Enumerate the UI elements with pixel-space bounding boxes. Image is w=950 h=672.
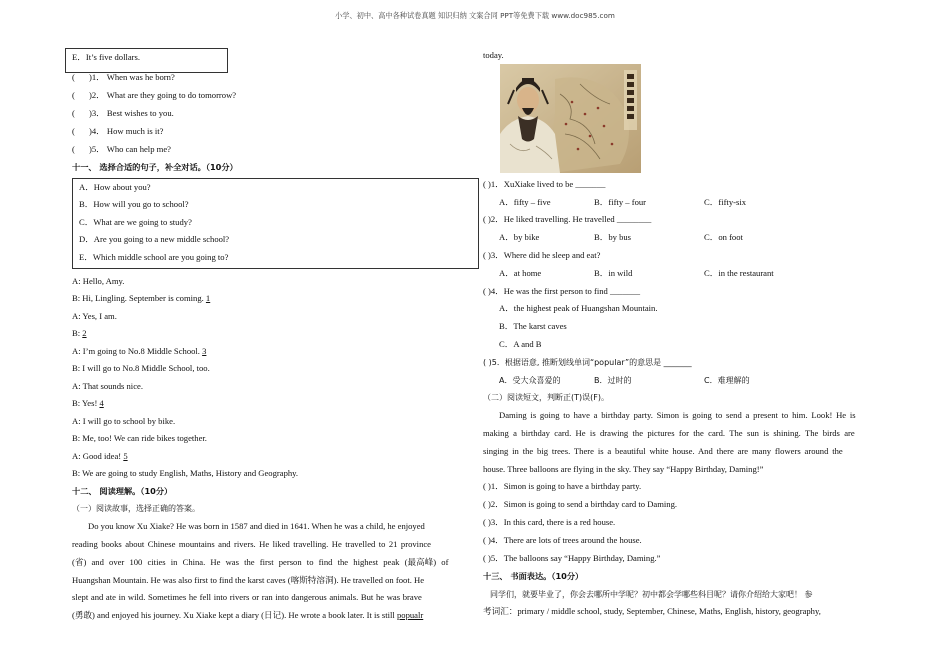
q2-option-a[interactable]: A．by bike [499,232,540,242]
passage-line: Huangshan Mountain. He was also first to find the karst caves (喀斯特溶洞). He travelled on foot. He [72,575,425,585]
question-2-options [499,232,743,243]
dialogue-line: A: I’m going to No.8 Middle School. 3 [72,346,207,356]
blank-5[interactable]: 5 [123,451,128,461]
question-5-stem: ( )5．根据语意, 推断划线单词“popular”的意思是 _______ [483,358,692,367]
q5-option-b[interactable]: B．过时的 [594,376,632,385]
blank-4[interactable]: 4 [99,398,104,408]
section-11-title: 十一、 选择合适的句子，补全对话。（10分） [72,162,238,172]
option-c: C．What are we going to study? [79,217,192,227]
dialogue-line: B: 2 [72,328,87,338]
passage2-line: singing in the big trees. There is a beautiful white house. And there are many flowers around the [483,446,843,456]
q2-option-c[interactable]: C．on foot [704,232,743,242]
q4-option-b[interactable]: B．The karst caves [499,321,567,331]
passage2-line: Daming is going to have a birthday party. Simon is going to send a present to him. Look! He is [499,410,856,420]
dialogue-line: A: I will go to school by bike. [72,416,176,426]
subsection-1-title: （一）阅读故事，选择正确的答案。 [72,504,200,513]
xu-xiake-portrait-image [500,64,641,173]
dialogue-line: B: Me, too! We can ride bikes together. [72,433,207,443]
blank-1[interactable]: 1 [205,293,211,303]
passage-line: (勇敢) and enjoyed his journey. Xu Xiake kept a diary (日记). He wrote a book later. It is still popualr [72,610,424,620]
subsection-2-title: （二）阅读短文，判断正(T)误(F)。 [483,393,609,402]
q4-option-c[interactable]: C．A and B [499,339,542,349]
today-text: today. [483,50,504,60]
option-d: D．Are you going to a new middle school? [79,234,230,244]
dialogue-line: B: We are going to study English, Maths, History and Geography. [72,468,299,478]
match-item: ( )5． Who can help me? [72,144,171,154]
match-item: ( )4． How much is it? [72,126,164,136]
portrait-illustration [500,64,641,173]
tf-item: ( )1．Simon is going to have a birthday party. [483,481,642,491]
q3-option-b[interactable]: B．in wild [594,268,633,278]
dialogue-line: B: Yes! 4 [72,398,104,408]
blank-3[interactable]: 3 [202,346,207,356]
q1-option-c[interactable]: C．fifty-six [704,197,747,207]
dialogue-line: A: Yes, I am. [72,311,117,321]
dialogue-line: B: Hi, Lingling. September is coming. 1 [72,293,211,303]
section-12-title: 十二、 阅读理解。（10分） [72,486,173,496]
tf-item: ( )3．In this card, there is a red house. [483,517,616,527]
question-1-stem: ( )1．XuXiake lived to be _______ [483,179,606,189]
match-item: ( )2． What are they going to do tomorrow? [72,90,237,100]
section-13-title: 十三、 书面表达。（10分） [483,571,584,581]
option-b: B．How will you go to school? [79,199,189,209]
option-e: E．Which middle school are you going to? [79,252,229,262]
dialogue-line: A: Good idea! 5 [72,451,128,461]
match-item: ( )3． Best wishes to you. [72,108,174,118]
question-3-options [499,268,774,279]
q4-option-a[interactable]: A．the highest peak of Huangshan Mountain. [499,303,658,313]
writing-prompt-line: 同学们，就要毕业了，你会去哪所中学呢？初中都会学哪些科目呢？请你介绍给大家吧！ 参 [490,590,813,599]
question-2-stem: ( )2．He liked travelling. He travelled ________ [483,214,652,224]
option-a: A．How about you? [79,182,151,192]
question-3-stem: ( )3．Where did he sleep and eat? [483,250,601,260]
question-4-stem: ( )4．He was the first person to find _______ [483,286,641,296]
q2-option-b[interactable]: B．by bus [594,232,632,242]
tf-item: ( )2．Simon is going to send a birthday card to Daming. [483,499,678,509]
passage-line: slept and ate in wild. Sometimes he fell into rivers or ran into dangerous animals. But he was brave [72,592,422,602]
dialogue-line: A: That sounds nice. [72,381,143,391]
underlined-word: popualr [396,610,424,620]
passage2-line: house. Three balloons are flying in the sky. They say “Happy Birthday, Daming!” [483,464,764,474]
q1-option-b[interactable]: B．fifty – four [594,197,647,207]
question-5-options [499,375,750,386]
passage2-line: making a birthday card. He is drawing the pictures for the card. The sun is shining. The birds are [483,428,855,438]
q5-option-a[interactable]: A．受大众喜爱的 [499,376,561,385]
passage-line: Do you know Xu Xiake? He was born in 1587 and died in 1641. When he was a child, he enjoyed [88,521,425,531]
writing-prompt-line: 考词汇：primary / middle school, study, September, Chinese, Maths, English, history, geography, [483,606,821,616]
dialogue-line: A: Hello, Amy. [72,276,125,286]
question-1-options [499,197,746,208]
blank-2[interactable]: 2 [82,328,87,338]
q1-option-a[interactable]: A．fifty – five [499,197,551,207]
dialogue-line: B: I will go to No.8 Middle School, too. [72,363,210,373]
tf-item: ( )4．There are lots of trees around the house. [483,535,642,545]
q3-option-a[interactable]: A．at home [499,268,542,278]
q5-option-c[interactable]: C．难理解的 [704,376,750,385]
match-item: ( )1． When was he born? [72,72,175,82]
q3-option-c[interactable]: C．in the restaurant [704,268,774,278]
passage-line: reading books about Chinese mountains and rivers. He liked travelling. He travelled to 21 province [72,539,431,549]
passage-line: (省) and over 100 cities in China. He was the first person to find the highest peak (最高峰) of [72,557,449,567]
option-e-text: E．It’s five dollars. [72,52,141,62]
tf-item: ( )5．The balloons say “Happy Birthday, Daming.” [483,553,661,563]
page-header: 小学、初中、高中各种试卷真题 知识归纳 文案合同 PPT等免费下载 www.doc985.com [335,11,615,20]
